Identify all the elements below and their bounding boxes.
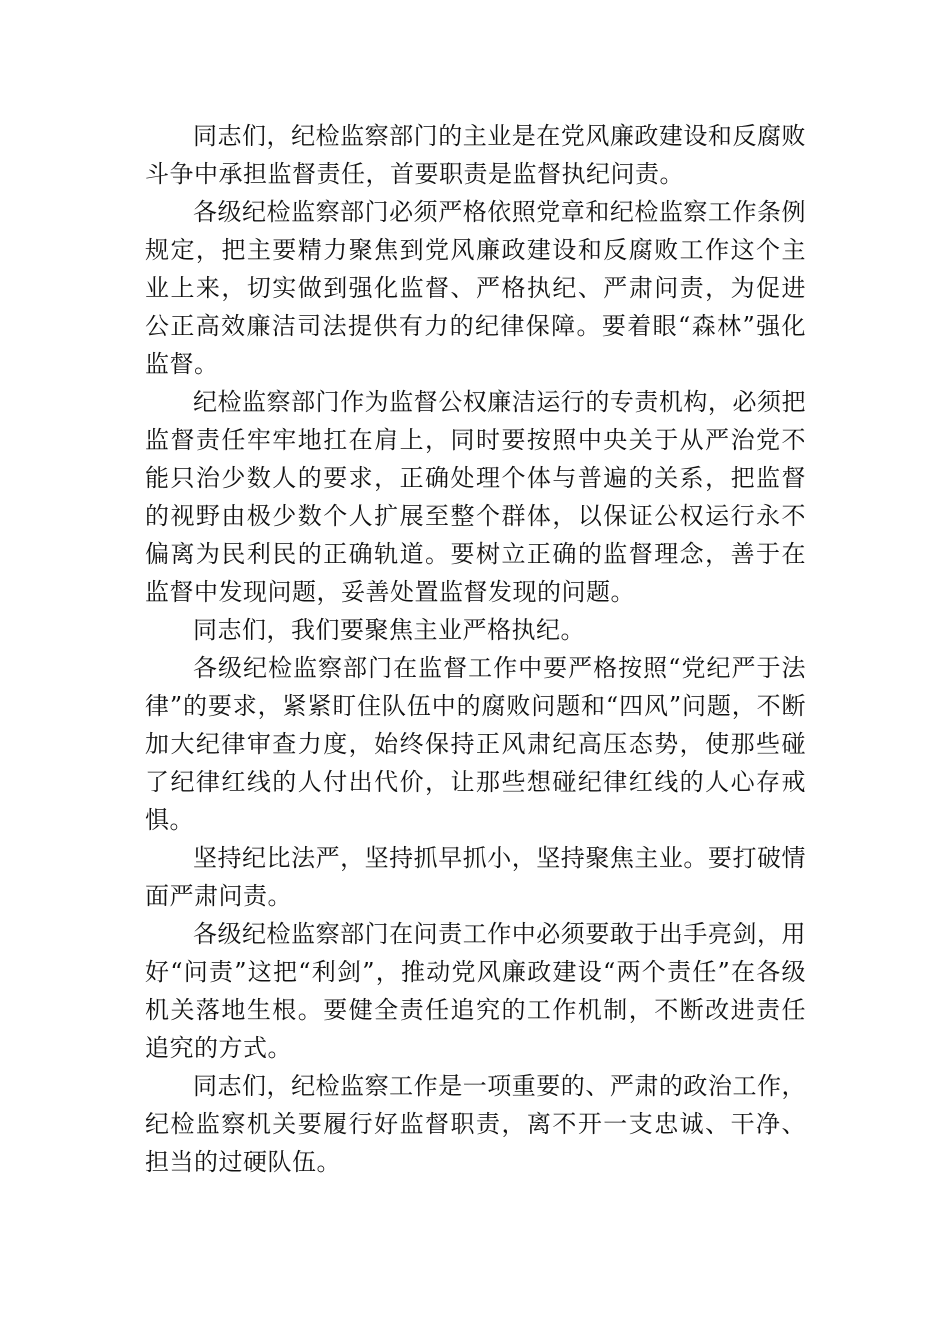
paragraph: 同志们，纪检监察工作是一项重要的、严肃的政治工作，纪检监察机关要履行好监督职责，离不开一支忠诚、干净、担当的过硬队伍。: [145, 1072, 806, 1176]
paragraph: 同志们，纪检监察部门的主业是在党风廉政建设和反腐败斗争中承担监督责任，首要职责是监督执纪问责。: [145, 122, 806, 188]
paragraph: 各级纪检监察部门在监督工作中要严格按照“党纪严于法律”的要求，紧紧盯住队伍中的腐败问题和“四风”问题，不断加大纪律审查力度，始终保持正风肃纪高压态势，使那些碰了纪律红线的人付出代价，让那些想碰纪律红线的人心存戒惧。: [145, 654, 806, 834]
paragraph: 坚持纪比法严，坚持抓早抓小，坚持聚焦主业。要打破情面严肃问责。: [145, 844, 806, 910]
paragraph: 同志们，我们要聚焦主业严格执纪。: [193, 616, 585, 644]
paragraph: 各级纪检监察部门必须严格依照党章和纪检监察工作条例规定，把主要精力聚焦到党风廉政建设和反腐败工作这个主业上来，切实做到强化监督、严格执纪、严肃问责，为促进公正高效廉洁司法提供有力的纪律保障。要着眼“森林”强化监督。: [145, 198, 806, 378]
paragraph: 纪检监察部门作为监督公权廉洁运行的专责机构，必须把监督责任牢牢地扛在肩上，同时要按照中央关于从严治党不能只治少数人的要求，正确处理个体与普遍的关系，把监督的视野由极少数个人扩展至整个群体，以保证公权运行永不偏离为民利民的正确轨道。要树立正确的监督理念，善于在监督中发现问题，妥善处置监督发现的问题。: [145, 388, 806, 606]
paragraph: 各级纪检监察部门在问责工作中必须要敢于出手亮剑，用好“问责”这把“利剑”，推动党风廉政建设“两个责任”在各级机关落地生根。要健全责任追究的工作机制，不断改进责任追究的方式。: [145, 920, 806, 1062]
